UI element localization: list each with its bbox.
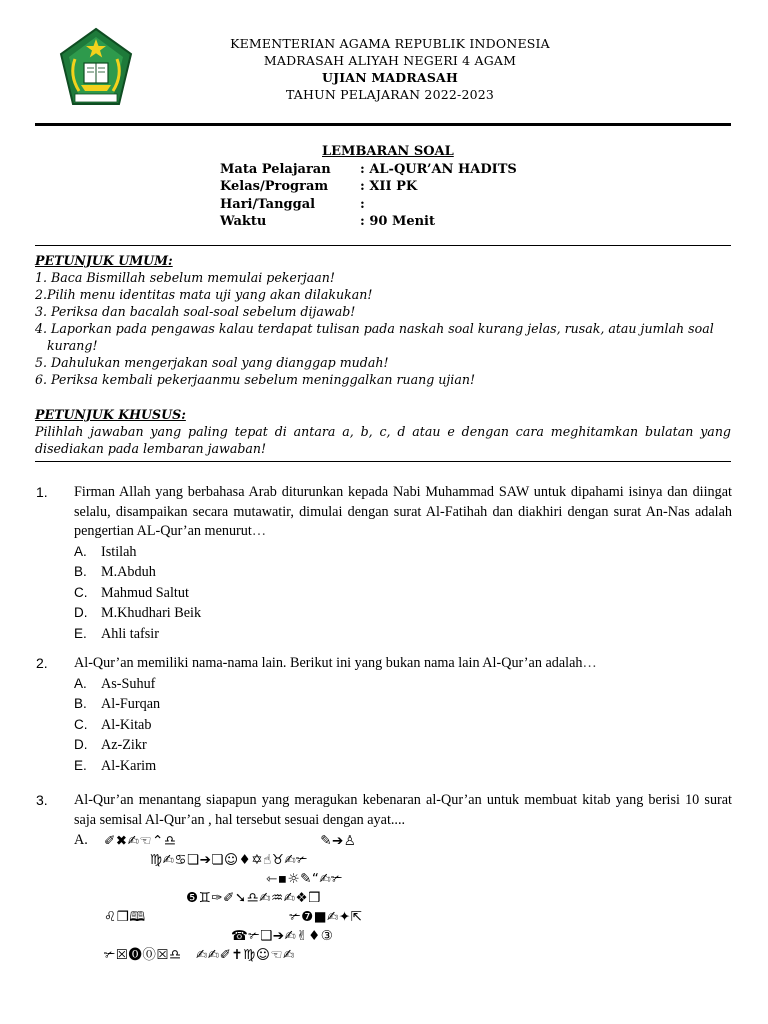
info-row-date: Hari/Tanggal : xyxy=(220,196,365,212)
answer-option-c[interactable]: C. Al-Kitab xyxy=(74,716,152,733)
info-divider xyxy=(35,245,731,246)
institution-header xyxy=(160,35,620,103)
garbled-ayat-line: ✐✖✍☜⌃♎ ✎➔♙ xyxy=(104,833,357,849)
answer-option-e[interactable]: E. Al-Karim xyxy=(74,757,157,774)
garbled-ayat-line: ♌❒🕮 ✃❼■✍✦⇱ xyxy=(104,909,363,925)
exam-info-table xyxy=(220,161,517,231)
info-row-time: Waktu : 90 Menit xyxy=(220,214,435,229)
ministry-name: KEMENTERIAN AGAMA REPUBLIK INDONESIA xyxy=(230,36,550,51)
instruction-item-continuation: kurang! xyxy=(47,338,98,353)
special-instructions-text: Pilihlah jawaban yang paling tepat di antara a, b, c, d atau e dengan cara meghitamkan bulatan yang xyxy=(35,424,731,439)
instruction-item: 5. Dahulukan mengerjakan soal yang dianggap mudah! xyxy=(35,355,389,370)
instruction-item: 1. Baca Bismillah sebelum memulai pekerjaan! xyxy=(35,270,335,285)
instruction-item: 6. Periksa kembali pekerjaanmu sebelum meninggalkan ruang ujian! xyxy=(35,372,476,387)
answer-option-b[interactable]: B. M.Abduh xyxy=(74,564,156,580)
general-instructions-heading: PETUNJUK UMUM: xyxy=(35,253,173,268)
answer-option-a[interactable]: A. As-Suhuf xyxy=(74,675,156,692)
garbled-ayat-line: ✃☒⓿⓪☒♎ ✍✍✐✝♍☺☜✍ xyxy=(104,947,295,963)
instruction-item: 2.Pilih menu identitas mata uji yang akan dilakukan! xyxy=(35,287,373,302)
question-stem: Al-Qur’an menantang siapapun yang meragukan kebenaran al-Qur’an untuk membuat kitab yang berisi 10 surat saja semisal Al-Qur’an , hal tersebut sesuai dengan ayat.... xyxy=(74,792,732,828)
answer-option-c[interactable]: C. Mahmud Saltut xyxy=(74,584,189,601)
garbled-ayat-line: ⇽▪☼✎“✍✃ xyxy=(266,871,343,887)
exam-name: UJIAN MADRASAH xyxy=(322,70,458,85)
question-number: 2. xyxy=(36,655,48,671)
special-instructions-text: disediakan pada lembaran jawaban! xyxy=(35,441,267,456)
general-instructions xyxy=(35,252,731,388)
question-3 xyxy=(36,791,732,830)
question-2 xyxy=(36,654,732,776)
special-instructions xyxy=(35,406,731,457)
answer-option-d[interactable]: D. M.Khudhari Beik xyxy=(74,605,202,621)
header-divider xyxy=(35,123,731,126)
question-stem: Al-Qur’an memiliki nama-nama lain. Berikut ini yang bukan nama lain Al-Qur’an adalah… xyxy=(74,655,597,671)
instruction-item: 3. Periksa dan bacalah soal-soal sebelum dijawab! xyxy=(35,304,356,319)
info-row-subject: Mata Pelajaran : AL-QUR’AN HADITS xyxy=(220,161,517,177)
school-name: MADRASAH ALIYAH NEGERI 4 AGAM xyxy=(263,53,517,68)
academic-year: TAHUN PELAJARAN 2022-2023 xyxy=(285,87,495,102)
exam-info xyxy=(220,143,517,231)
question-number: 1. xyxy=(36,484,48,500)
sheet-title: LEMBARAN SOAL xyxy=(322,144,454,159)
garbled-ayat-line: ❺♊✑✐➘♎✍♒✍❖❒ xyxy=(186,890,321,906)
question-number: 3. xyxy=(36,792,48,808)
answer-option-e[interactable]: E. Ahli tafsir xyxy=(74,625,159,642)
question-stem: Firman Allah yang berbahasa Arab diturunkan kepada Nabi Muhammad SAW untuk dipahami isinya dan diingat selalu, disampaikan secara mutawatir, dimulai dengan surat Al-Fatihah dan diakhiri dengan surat An-Nas adalah pengertian AL-Qur’an menurut… xyxy=(74,484,732,539)
answer-option-d[interactable]: D. Az-Zikr xyxy=(74,737,147,753)
garbled-ayat-line: ♍✍♋❏➔❏☺♦✡☝♉✍✃ xyxy=(150,852,308,868)
kemenag-logo xyxy=(57,27,135,113)
answer-option-a[interactable]: A. xyxy=(74,832,88,848)
answer-option-a[interactable]: A. Istilah xyxy=(74,543,137,560)
info-row-class: Kelas/Program : XII PK xyxy=(220,179,418,194)
special-instructions-heading: PETUNJUK KHUSUS: xyxy=(35,407,186,422)
question-1 xyxy=(36,483,732,644)
garbled-ayat-line: ☎✃❑➔✍✌♦③ xyxy=(231,928,334,944)
instruction-item: 4. Laporkan pada pengawas kalau terdapat tulisan pada naskah soal kurang jelas, rusak, atau jumlah soal xyxy=(35,321,714,336)
instructions-divider xyxy=(35,461,731,462)
answer-option-b[interactable]: B. Al-Furqan xyxy=(74,696,161,712)
